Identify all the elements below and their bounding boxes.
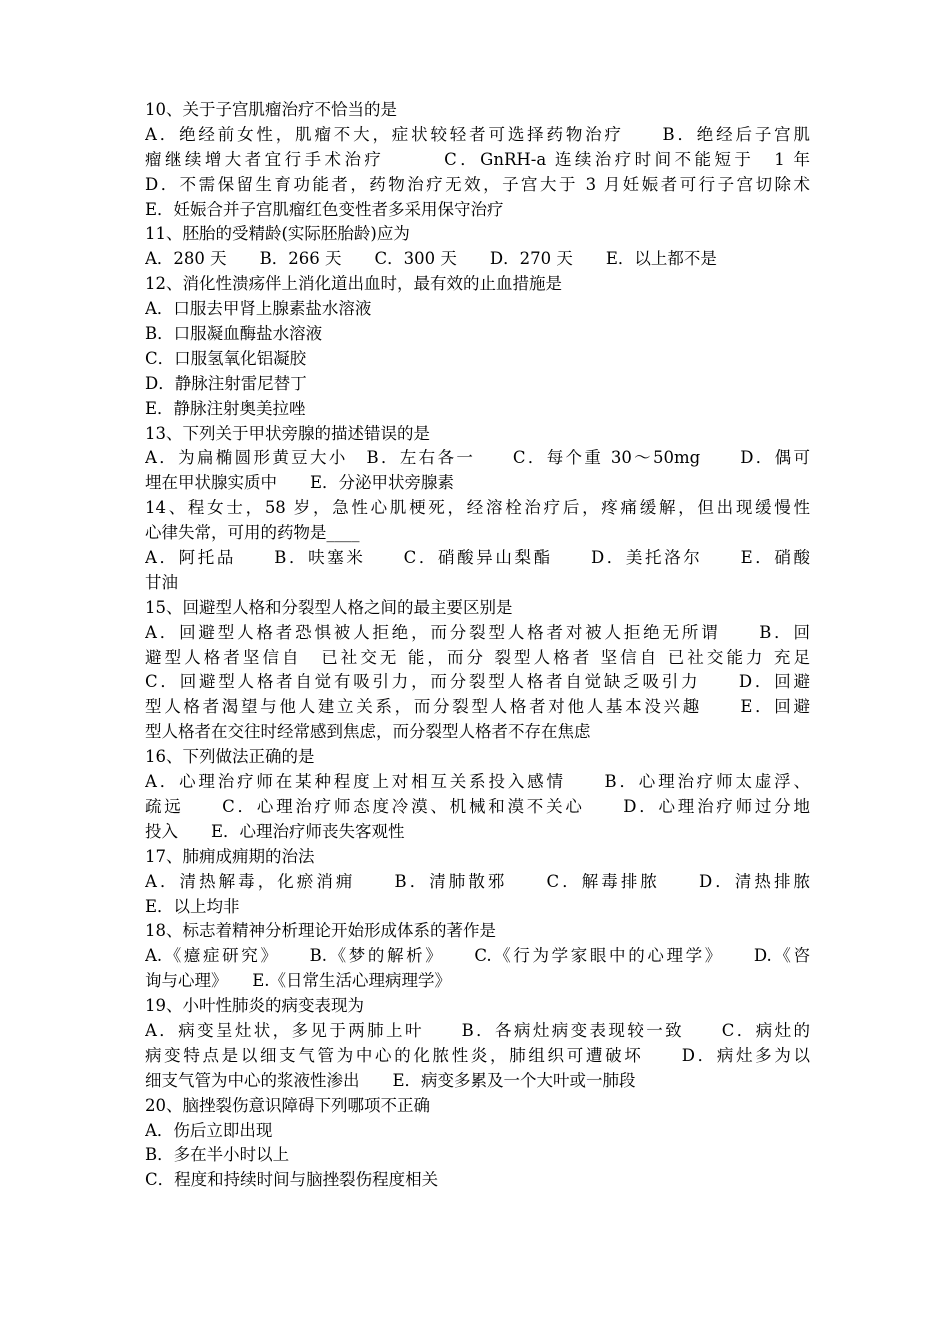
text-line: 埋在甲状腺实质中 E．分泌甲状旁腺素: [145, 473, 455, 493]
text-line: 15、回避型人格和分裂型人格之间的最主要区别是: [145, 597, 513, 617]
text-line: 13、下列关于甲状旁腺的描述错误的是: [145, 423, 430, 443]
text-line: A.《癔症研究》 B.《梦的解析》 C.《行为学家眼中的心理学》 D.《咨: [145, 946, 810, 966]
text-line: 20、脑挫裂伤意识障碍下列哪项不正确: [145, 1095, 430, 1115]
text-line: 10、关于子宫肌瘤治疗不恰当的是: [145, 100, 397, 119]
text-line: 询与心理》 E.《日常生活心理病理学》: [145, 971, 452, 991]
text-line: 细支气管为中心的浆液性渗出 E．病变多累及一个大叶或一肺段: [145, 1070, 636, 1090]
text-line: 12、消化性溃疡伴上消化道出血时，最有效的止血措施是: [145, 274, 562, 294]
text-line: C．口服氢氧化铝凝胶: [145, 348, 307, 368]
text-line: 甘油: [145, 572, 178, 592]
document-page: [145, 98, 810, 1193]
text-line: A．为扁椭圆形黄豆大小 B．左右各一 C．每个重 30～50mg D．偶可: [145, 448, 810, 468]
text-line: 19、小叶性肺炎的病变表现为: [145, 996, 364, 1016]
text-line: A．回避型人格者恐惧被人拒绝，而分裂型人格者对被人拒绝无所谓 B．回: [145, 622, 810, 642]
text-line: 投入 E．心理治疗师丧失客观性: [145, 821, 405, 841]
text-line: 避型人格者坚信自 已社交无 能，而分 裂型人格者 坚信自 已社交能力 充足: [145, 647, 810, 667]
text-line: 型人格者在交往时经常感到焦虑，而分裂型人格者不存在焦虑: [145, 722, 591, 742]
text-line: 心律失常，可用的药物是____: [145, 523, 360, 543]
text-line: 18、标志着精神分析理论开始形成体系的著作是: [145, 921, 496, 941]
text-line: A．阿托品 B．呋塞米 C．硝酸异山梨酯 D．美托洛尔 E．硝酸: [145, 548, 810, 568]
text-line: 17、肺痈成痈期的治法: [145, 846, 315, 866]
text-line: B．口服凝血酶盐水溶液: [145, 324, 323, 344]
text-line: D．静脉注射雷尼替丁: [145, 373, 307, 393]
text-line: A．280 天 B．266 天 C．300 天 D．270 天 E．以上都不是: [145, 249, 717, 269]
text-line: 14、程女士，58 岁，急性心肌梗死，经溶栓治疗后，疼痛缓解，但出现缓慢性: [145, 498, 810, 518]
text-line: A．绝经前女性，肌瘤不大，症状较轻者可选择药物治疗 B．绝经后子宫肌: [145, 124, 810, 144]
text-line: A．心理治疗师在某种程度上对相互关系投入感情 B．心理治疗师太虚浮、: [145, 772, 810, 792]
text-line: D．不需保留生育功能者，药物治疗无效，子宫大于 3 月妊娠者可行子宫切除术: [145, 174, 810, 194]
text-line: 病变特点是以细支气管为中心的化脓性炎，肺组织可遭破坏 D．病灶多为以: [145, 1045, 810, 1065]
text-line: 疏远 C．心理治疗师态度冷漠、机械和漠不关心 D．心理治疗师过分地: [145, 796, 810, 816]
text-line: A．伤后立即出现: [145, 1120, 273, 1140]
text-line: 11、胚胎的受精龄(实际胚胎龄)应为: [145, 224, 410, 244]
text-line: C．程度和持续时间与脑挫裂伤程度相关: [145, 1170, 439, 1190]
text-line: E．以上均非: [145, 896, 240, 916]
text-line: C．回避型人格者自觉有吸引力，而分裂型人格者自觉缺乏吸引力 D．回避: [145, 672, 810, 692]
text-line: A．病变呈灶状，多见于两肺上叶 B．各病灶病变表现较一致 C．病灶的: [145, 1020, 810, 1040]
text-line: 16、下列做法正确的是: [145, 747, 315, 767]
text-line: B．多在半小时以上: [145, 1145, 290, 1165]
text-line: E．妊娠合并子宫肌瘤红色变性者多采用保守治疗: [145, 199, 504, 219]
text-line: 型人格者渴望与他人建立关系，而分裂型人格者对他人基本没兴趣 E．回避: [145, 697, 810, 717]
text-line: E．静脉注射奥美拉唑: [145, 398, 306, 418]
text-line: A．口服去甲肾上腺素盐水溶液: [145, 299, 372, 319]
text-line: A．清热解毒，化瘀消痈 B．清肺散邪 C．解毒排脓 D．清热排脓: [145, 871, 810, 891]
text-line: 瘤继续增大者宜行手术治疗 C．GnRH-a 连续治疗时间不能短于 1 年: [145, 149, 810, 169]
